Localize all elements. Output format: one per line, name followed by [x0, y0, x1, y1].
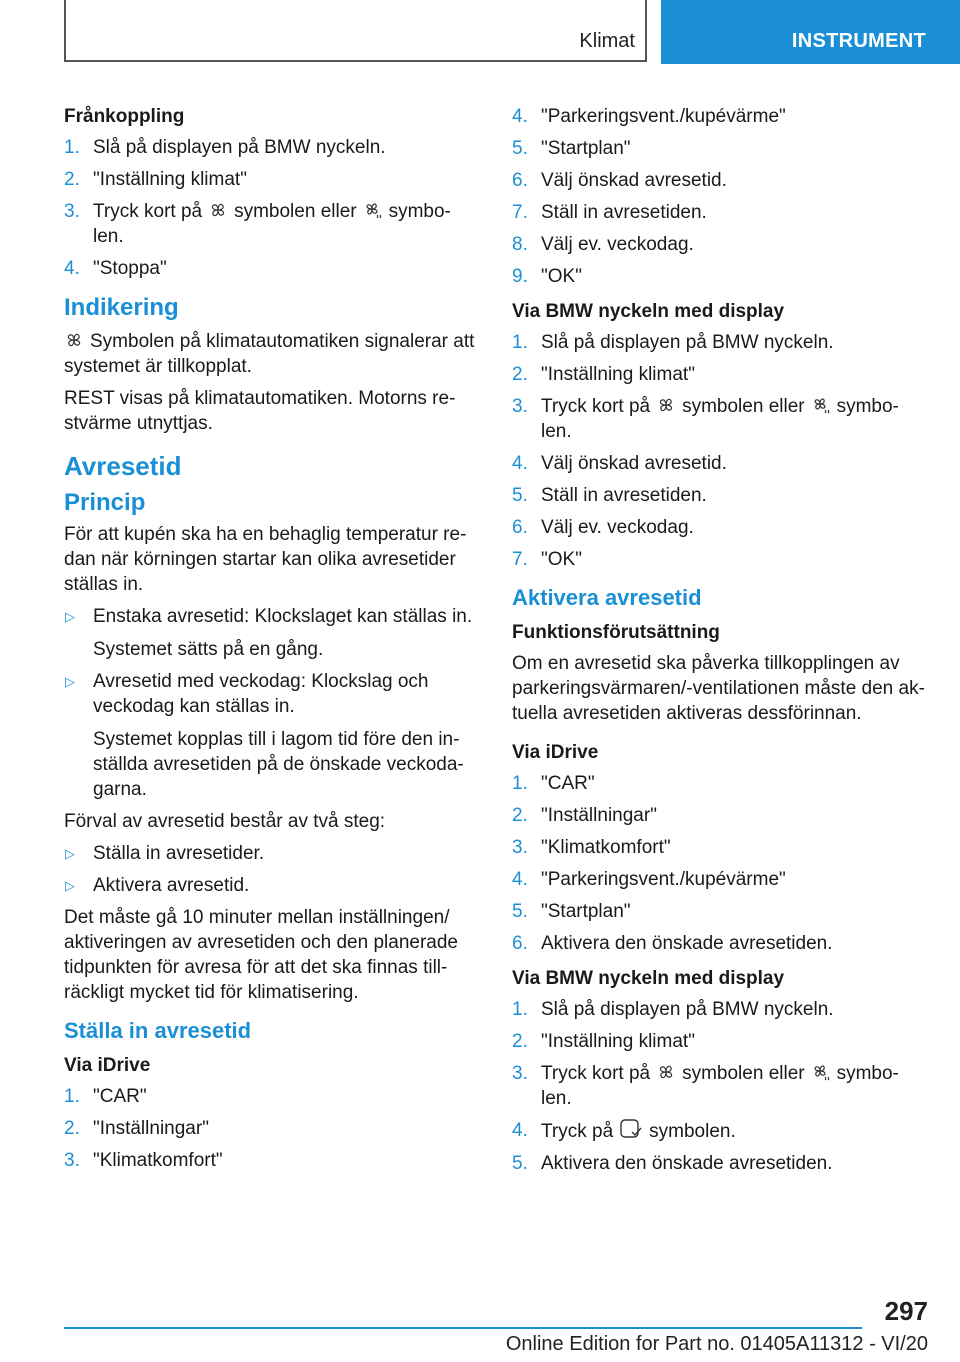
list-item: 1. "CAR" [512, 773, 595, 794]
list-item: 2. "Inställning klimat" [512, 1031, 695, 1052]
list-item: 6. Välj önskad avresetid. [512, 170, 727, 191]
fan-icon [656, 395, 676, 415]
list-item: 3. Tryck kort på symbolen eller symbo- len. [64, 201, 451, 247]
list-item: 5. Ställ in avresetiden. [512, 485, 707, 506]
stalla-heading: Ställa in avresetid [64, 1018, 252, 1043]
list-item: 3. Tryck kort på symbolen eller symbo- len. [512, 1063, 899, 1109]
funktionsforutsattning-text: Om en avresetid ska påverka tillkopplingen av parkeringsvärmaren/-ventilationen måste den ak-tuella avresetiden aktiveras dessförinnan. [512, 653, 925, 724]
header-section-title: Klimat [579, 30, 635, 52]
fan-heat-icon [363, 200, 383, 220]
list-item: 3. "Klimatkomfort" [64, 1150, 223, 1171]
key1-heading: Via BMW nyckeln med display [512, 301, 785, 322]
timer-check-icon [619, 1118, 643, 1140]
fan-icon [656, 1062, 676, 1082]
list-item: 4. "Parkeringsvent./kupévärme" [512, 869, 786, 890]
fan-icon [208, 200, 228, 220]
list-item: 4. Välj önskad avresetid. [512, 453, 727, 474]
list-item: 5. "Startplan" [512, 901, 631, 922]
list-item: 3. Tryck kort på symbolen eller symbo- len. [512, 396, 899, 442]
aktivera-via-key: Via BMW nyckeln med display [512, 968, 785, 989]
header-tab-label: INSTRUMENT [791, 30, 926, 52]
list-item: ▷ Enstaka avresetid: Klockslaget kan ställas in. Systemet sätts på en gång. [65, 606, 473, 660]
list-item: ▷ Aktivera avresetid. [65, 875, 250, 896]
list-item: 4. "Parkeringsvent./kupévärme" [512, 106, 786, 127]
list-item: 7. Ställ in avresetiden. [512, 202, 707, 223]
list-item: 1. Slå på displayen på BMW nyckeln. [64, 137, 386, 158]
princip-heading: Princip [64, 489, 146, 516]
header-instrument-tab[interactable] [661, 0, 960, 64]
footer-edition: Online Edition for Part no. 01405A11312 - VI/20 [505, 1333, 928, 1355]
aktivera-key-steps [512, 997, 932, 1176]
frankoppling-steps [64, 135, 484, 281]
indikering-text-2: REST visas på klimatautomatiken. Motorns re-stvärme utnyttjas. [64, 388, 456, 434]
avresetid-bullets [64, 604, 484, 802]
list-item: 2. "Inställningar" [64, 1118, 209, 1139]
princip-text: För att kupén ska ha en behaglig temperatur re-dan när körningen startar kan olika avresetider ställas in. [64, 524, 467, 595]
list-item: 3. "Klimatkomfort" [512, 837, 671, 858]
page-number: 297 [884, 1296, 928, 1326]
list-item: 8. Välj ev. veckodag. [512, 234, 694, 255]
fan-icon [64, 330, 84, 350]
list-item: 5. Aktivera den önskade avresetiden. [512, 1153, 833, 1174]
list-item: 9. "OK" [512, 266, 582, 287]
fan-heat-icon [811, 1062, 831, 1082]
forval-bullets [64, 841, 484, 898]
fan-heat-icon [811, 395, 831, 415]
list-item: 6. Aktivera den önskade avresetiden. [512, 933, 833, 954]
list-item: 5. "Startplan" [512, 138, 631, 159]
list-item: 7. "OK" [512, 549, 582, 570]
list-item: ▷ Ställa in avresetider. [65, 843, 265, 864]
list-item: 2. "Inställning klimat" [512, 364, 695, 385]
list-item: 6. Välj ev. veckodag. [512, 517, 694, 538]
funktionsforutsattning-heading: Funktionsförutsättning [512, 622, 720, 643]
aktivera-heading: Aktivera avresetid [512, 585, 702, 610]
indikering-heading: Indikering [64, 294, 179, 321]
stalla-via-idrive: Via iDrive [64, 1055, 151, 1076]
key1-steps [512, 330, 932, 572]
avresetid-heading: Avresetid [64, 451, 182, 481]
left-column [64, 100, 484, 1180]
footer-divider [64, 1327, 862, 1329]
frankoppling-heading: Frånkoppling [64, 106, 185, 127]
list-item: 2. "Inställning klimat" [64, 169, 247, 190]
stalla-steps-continued [512, 104, 932, 289]
tid-text: Det måste gå 10 minuter mellan inställningen/ aktiveringen av avresetiden och den planerade tidpunkten för avresa för att det ska finnas till-räckligt mycket tid för klimatisering. [64, 907, 458, 1003]
list-item: ▷ Avresetid med veckodag: Klockslag och veckodag kan ställas in. Systemet kopplas till i lagom tid före den in-ställda avresetiden på de önskade veckoda-garna. [65, 671, 464, 800]
forval-text: Förval av avresetid består av två steg: [64, 811, 386, 832]
list-item: 4. Tryck på symbolen. [512, 1120, 736, 1142]
list-item: 2. "Inställningar" [512, 805, 657, 826]
right-column [512, 100, 932, 1183]
stalla-steps [64, 1084, 484, 1173]
list-item: 1. Slå på displayen på BMW nyckeln. [512, 332, 834, 353]
aktivera-idrive-steps [512, 771, 932, 956]
list-item: 1. Slå på displayen på BMW nyckeln. [512, 999, 834, 1020]
list-item: 4. "Stoppa" [64, 258, 167, 279]
aktivera-via-idrive: Via iDrive [512, 742, 599, 763]
indikering-text-1: Symbolen på klimatautomatiken signalerar att systemet är tillkopplat. [64, 331, 475, 377]
list-item: 1. "CAR" [64, 1086, 147, 1107]
